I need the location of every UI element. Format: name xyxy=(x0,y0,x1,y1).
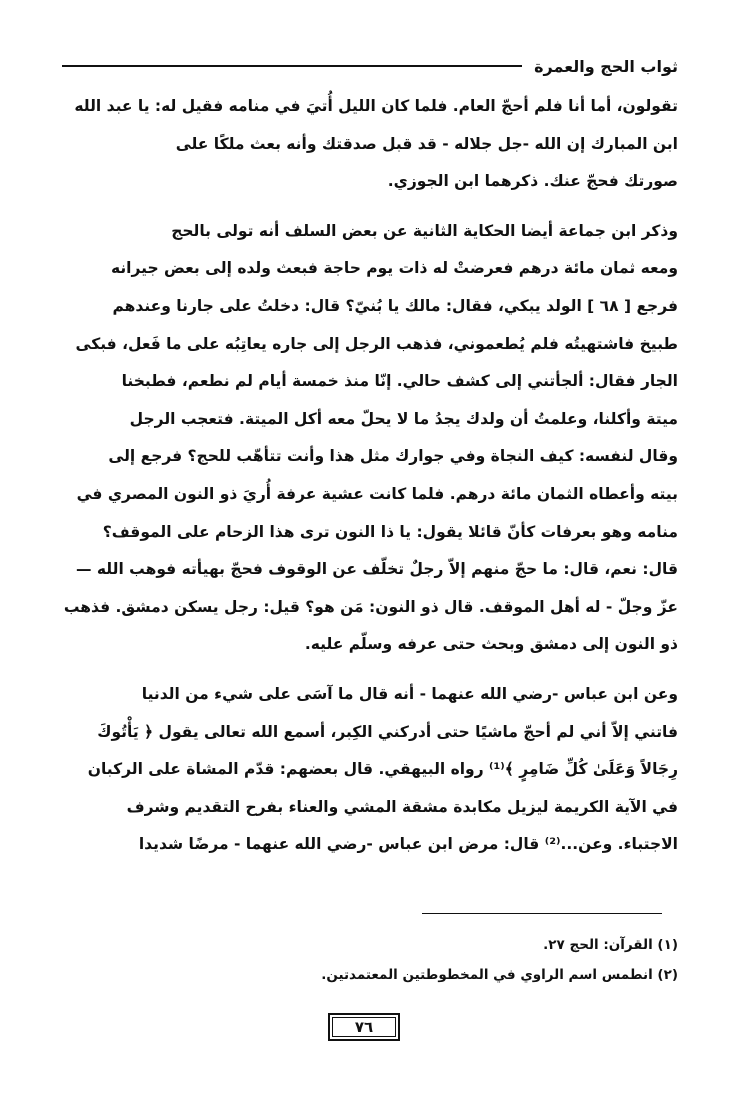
text-line: بيته وأعطاه الثمان مائة درهم. فلما كانت عشية عرفة أُريَ ذو النون المصري في xyxy=(76,484,678,503)
text-line: وعن ابن عباس -رضي الله عنهما - أنه قال ما آسَى على شيء من الدنيا xyxy=(141,684,678,703)
header-title: ثواب الحج والعمرة xyxy=(534,56,678,76)
text-line: وذكر ابن جماعة أيضا الحكاية الثانية عن بعض السلف أنه تولى بالحج xyxy=(171,221,678,240)
text-line: في الآية الكريمة ليزيل مكابدة مشقة المشي والعناء بفرح التقديم وشرف xyxy=(126,797,678,816)
paragraph-2 xyxy=(64,213,678,664)
main-text xyxy=(64,88,678,876)
text-line: فاتني إلاّ أني لم أحجّ ماشيًا حتى أدركني الكِبر، أسمع الله تعالى يقول ﴿ يَأْتُوكَ xyxy=(97,722,678,741)
text-line: الاجتباء. وعن...⁽²⁾ قال: مرض ابن عباس -رضي الله عنهما - مرضًا شديدا xyxy=(138,835,678,854)
text-line: رِجَالاً وَعَلَىٰ كُلِّ ضَامِرٍ ﴾⁽¹⁾ رواه البيهقي. قال بعضهم: قدّم المشاة على الركبان xyxy=(87,760,678,779)
footnote-2: (٢) انطمس اسم الراوي في المخطوطتين المعتمدتين. xyxy=(321,967,678,983)
page-number: ٧٦ xyxy=(354,1018,374,1036)
text-line: ميتة وأكلنا، وعلمتُ أن ولدك يجدُ ما لا يحلّ معه أكل الميتة. فتعجب الرجل xyxy=(129,409,678,428)
text-line: ومعه ثمان مائة درهم فعرضتْ له ذات يوم حاجة فبعث ولده إلى بعض جيرانه xyxy=(110,259,678,278)
paragraph-3 xyxy=(64,676,678,864)
text-line: ذو النون إلى دمشق وبحث حتى عرفه وسلّم عليه. xyxy=(304,635,678,654)
footnote-separator xyxy=(422,913,662,914)
footnote-1: (١) القرآن: الحج ٢٧. xyxy=(543,937,678,953)
text-line: منامه وهو بعرفات كأنّ قائلا يقول: يا ذا النون ترى هذا الزحام على الموقف؟ xyxy=(102,522,678,541)
text-line: وقال لنفسه: كيف النجاة وفي جوارك مثل هذا وأنت تتأهّب للحج؟ فرجع إلى xyxy=(108,447,678,466)
page-number-box xyxy=(328,1013,400,1041)
text-line: تقولون، أما أنا فلم أحجّ العام. فلما كان الليل أُتيَ في منامه فقيل له: يا عبد الله xyxy=(74,97,678,115)
header-rule xyxy=(62,65,522,67)
text-line: الجار فقال: ألجأتني إلى كشف حالي. إنّا منذ خمسة أيام لم نطعم، فطبخنا xyxy=(121,372,678,391)
text-line: قال: نعم، قال: ما حجّ منهم إلاّ رجلٌ تخلّف عن الوقوف فحجّ بهيأته فوهب الله — xyxy=(76,560,678,579)
text-line: طبيخ فاشتهيتُه فلم يُطعموني، فذهب الرجل إلى جاره يعاتِبُه على ما فَعل، فبكى xyxy=(75,334,678,353)
text-line: عزّ وجلّ - له أهل الموقف. قال ذو النون: مَن هو؟ قيل: رجل يسكن دمشق. فذهب xyxy=(64,597,678,616)
footnotes xyxy=(64,930,678,990)
text-line: فرجع [ ٦٨ ] الولد يبكي، فقال: مالك يا بُنيّ؟ قال: دخلتُ على جارنا وعندهم xyxy=(112,296,678,315)
text-line: صورتك فحجّ عنك. ذكرهما ابن الجوزي. xyxy=(387,172,678,191)
text-line: ابن المبارك إن الله -جل جلاله - قد قبل صدقتك وأنه بعث ملكًا على xyxy=(175,134,678,153)
running-header xyxy=(62,54,678,78)
paragraph-1 xyxy=(64,88,678,201)
